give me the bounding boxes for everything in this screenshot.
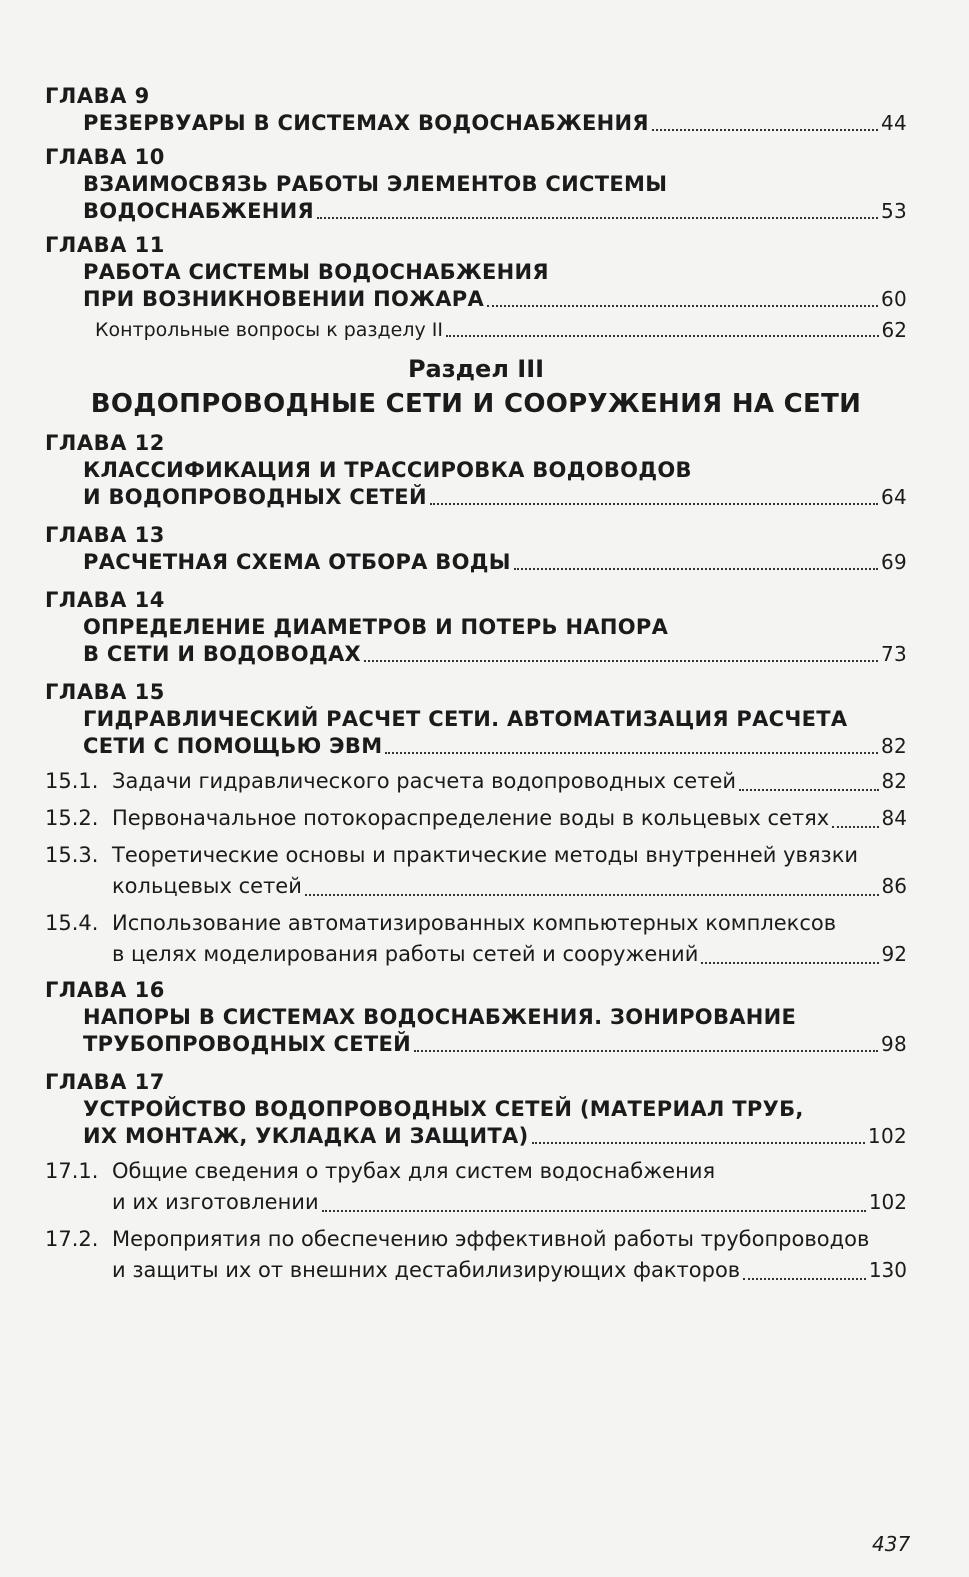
chapter-title: ОПРЕДЕЛЕНИЕ ДИАМЕТРОВ И ПОТЕРЬ НАПОРА [83, 615, 669, 639]
section-number: 17.1. [45, 1159, 99, 1183]
chapter-title-cont: ИХ МОНТАЖ, УКЛАДКА И ЗАЩИТА) [83, 1124, 529, 1148]
page-ref: 82 [880, 734, 907, 758]
page-ref: 62 [881, 318, 907, 342]
chapter-title-cont: ТРУБОПРОВОДНЫХ СЕТЕЙ [83, 1032, 411, 1056]
leader-dots [430, 503, 878, 505]
leader-dots [317, 217, 878, 219]
section-title-cont: и их изготовлении [112, 1190, 319, 1214]
leader-dots [414, 1050, 878, 1052]
control-questions-text: Контрольные вопросы к разделу II [95, 319, 443, 341]
chapter-title-row[interactable] [45, 110, 907, 137]
chapter-entry [45, 82, 907, 137]
page-ref: 60 [880, 287, 907, 311]
leader-dots [446, 335, 879, 337]
page-ref: 92 [881, 942, 907, 966]
chapter-title-row[interactable] [45, 641, 907, 668]
leader-dots [322, 1210, 866, 1212]
chapter-title-row[interactable] [45, 484, 907, 511]
chapter-title: РАБОТА СИСТЕМЫ ВОДОСНАБЖЕНИЯ [83, 260, 549, 284]
chapter-title: УСТРОЙСТВО ВОДОПРОВОДНЫХ СЕТЕЙ (МАТЕРИАЛ ТРУБ, [83, 1097, 804, 1121]
part-heading [45, 353, 907, 423]
chapter-label: ГЛАВА 11 [45, 233, 165, 257]
chapter-title: КЛАССИФИКАЦИЯ И ТРАССИРОВКА ВОДОВОДОВ [83, 458, 692, 482]
chapter-label: ГЛАВА 14 [45, 588, 165, 612]
section-number: 15.3. [45, 843, 99, 867]
chapter-label: ГЛАВА 16 [45, 978, 165, 1002]
page-ref: 82 [881, 769, 907, 793]
section-title: Мероприятия по обеспечению эффективной работы трубопроводов [112, 1227, 870, 1251]
section-entry[interactable] [45, 908, 907, 970]
leader-dots [701, 962, 878, 964]
chapter-title-row[interactable] [45, 733, 907, 760]
chapter-entry [45, 143, 907, 225]
chapter-entry [45, 586, 907, 668]
leader-dots [305, 894, 879, 896]
chapter-label: ГЛАВА 12 [45, 431, 165, 455]
page-ref: 73 [880, 642, 907, 666]
page-ref: 102 [868, 1190, 907, 1214]
leader-dots [385, 752, 878, 754]
page-ref: 130 [868, 1258, 907, 1282]
control-questions-entry[interactable] [45, 317, 907, 343]
section-number: 15.4. [45, 911, 99, 935]
page-ref: 102 [867, 1124, 907, 1148]
section-title: Задачи гидравлического расчета водопроводных сетей [112, 769, 737, 793]
table-of-contents [45, 82, 907, 1286]
part-title: ВОДОПРОВОДНЫЕ СЕТИ И СООРУЖЕНИЯ НА СЕТИ [90, 389, 862, 419]
section-entry[interactable] [45, 1156, 907, 1218]
section-title: Использование автоматизированных компьютерных комплексов [112, 911, 837, 935]
chapter-title: РАСЧЕТНАЯ СХЕМА ОТБОРА ВОДЫ [83, 550, 511, 574]
chapter-label: ГЛАВА 15 [45, 680, 165, 704]
leader-dots [832, 826, 878, 828]
page-ref: 53 [880, 199, 907, 223]
chapter-title: ГИДРАВЛИЧЕСКИЙ РАСЧЕТ СЕТИ. АВТОМАТИЗАЦИЯ РАСЧЕТА [83, 707, 848, 731]
chapter-label: ГЛАВА 17 [45, 1070, 165, 1094]
leader-dots [532, 1142, 865, 1144]
leader-dots [743, 1278, 866, 1280]
chapter-entry [45, 976, 907, 1058]
chapter-title: ВЗАИМОСВЯЗЬ РАБОТЫ ЭЛЕМЕНТОВ СИСТЕМЫ [83, 172, 668, 196]
section-entry[interactable] [45, 840, 907, 902]
section-title: Общие сведения о трубах для систем водоснабжения [112, 1159, 716, 1183]
chapter-entry [45, 231, 907, 313]
chapter-title-row[interactable] [45, 1031, 907, 1058]
page-ref: 84 [881, 806, 907, 830]
chapter-title-row[interactable] [45, 286, 907, 313]
page-ref: 64 [880, 485, 907, 509]
leader-dots [652, 129, 878, 131]
chapter-label: ГЛАВА 13 [45, 523, 165, 547]
section-title-cont: кольцевых сетей [112, 874, 302, 898]
section-entry[interactable] [45, 803, 907, 834]
section-title: Теоретические основы и практические методы внутренней увязки [112, 843, 859, 867]
page-ref: 86 [881, 874, 907, 898]
leader-dots [364, 660, 878, 662]
section-number: 15.1. [45, 769, 99, 793]
chapter-entry [45, 521, 907, 576]
chapter-title-row[interactable] [45, 198, 907, 225]
page-ref: 44 [880, 111, 907, 135]
chapter-entry [45, 429, 907, 511]
chapter-title-cont: СЕТИ С ПОМОЩЬЮ ЭВМ [83, 734, 383, 758]
chapter-entry [45, 1068, 907, 1150]
chapter-title-row[interactable] [45, 1123, 907, 1150]
chapter-label: ГЛАВА 10 [45, 145, 165, 169]
section-title-cont: и защиты их от внешних дестабилизирующих факторов [112, 1258, 741, 1282]
chapter-label: ГЛАВА 9 [45, 84, 150, 108]
chapter-entry [45, 678, 907, 760]
section-number: 17.2. [45, 1227, 99, 1251]
chapter-title-cont: В СЕТИ И ВОДОВОДАХ [83, 642, 361, 666]
chapter-title-cont: ВОДОСНАБЖЕНИЯ [83, 199, 314, 223]
leader-dots [514, 568, 878, 570]
chapter-title: РЕЗЕРВУАРЫ В СИСТЕМАХ ВОДОСНАБЖЕНИЯ [83, 111, 649, 135]
page-ref: 98 [880, 1032, 907, 1056]
part-label: Раздел III [407, 355, 545, 383]
section-title-cont: в целях моделирования работы сетей и сооружений [112, 942, 699, 966]
leader-dots [739, 789, 879, 791]
section-entry[interactable] [45, 766, 907, 797]
section-title: Первоначальное потокораспределение воды в кольцевых сетях [112, 806, 830, 830]
chapter-title: НАПОРЫ В СИСТЕМАХ ВОДОСНАБЖЕНИЯ. ЗОНИРОВАНИЕ [83, 1005, 797, 1029]
chapter-title-row[interactable] [45, 549, 907, 576]
chapter-title-cont: И ВОДОПРОВОДНЫХ СЕТЕЙ [83, 485, 427, 509]
page-number: 437 [872, 1532, 911, 1556]
page-ref: 69 [880, 550, 907, 574]
chapter-title-cont: ПРИ ВОЗНИКНОВЕНИИ ПОЖАРА [83, 287, 484, 311]
section-number: 15.2. [45, 806, 99, 830]
leader-dots [487, 305, 878, 307]
section-entry[interactable] [45, 1224, 907, 1286]
